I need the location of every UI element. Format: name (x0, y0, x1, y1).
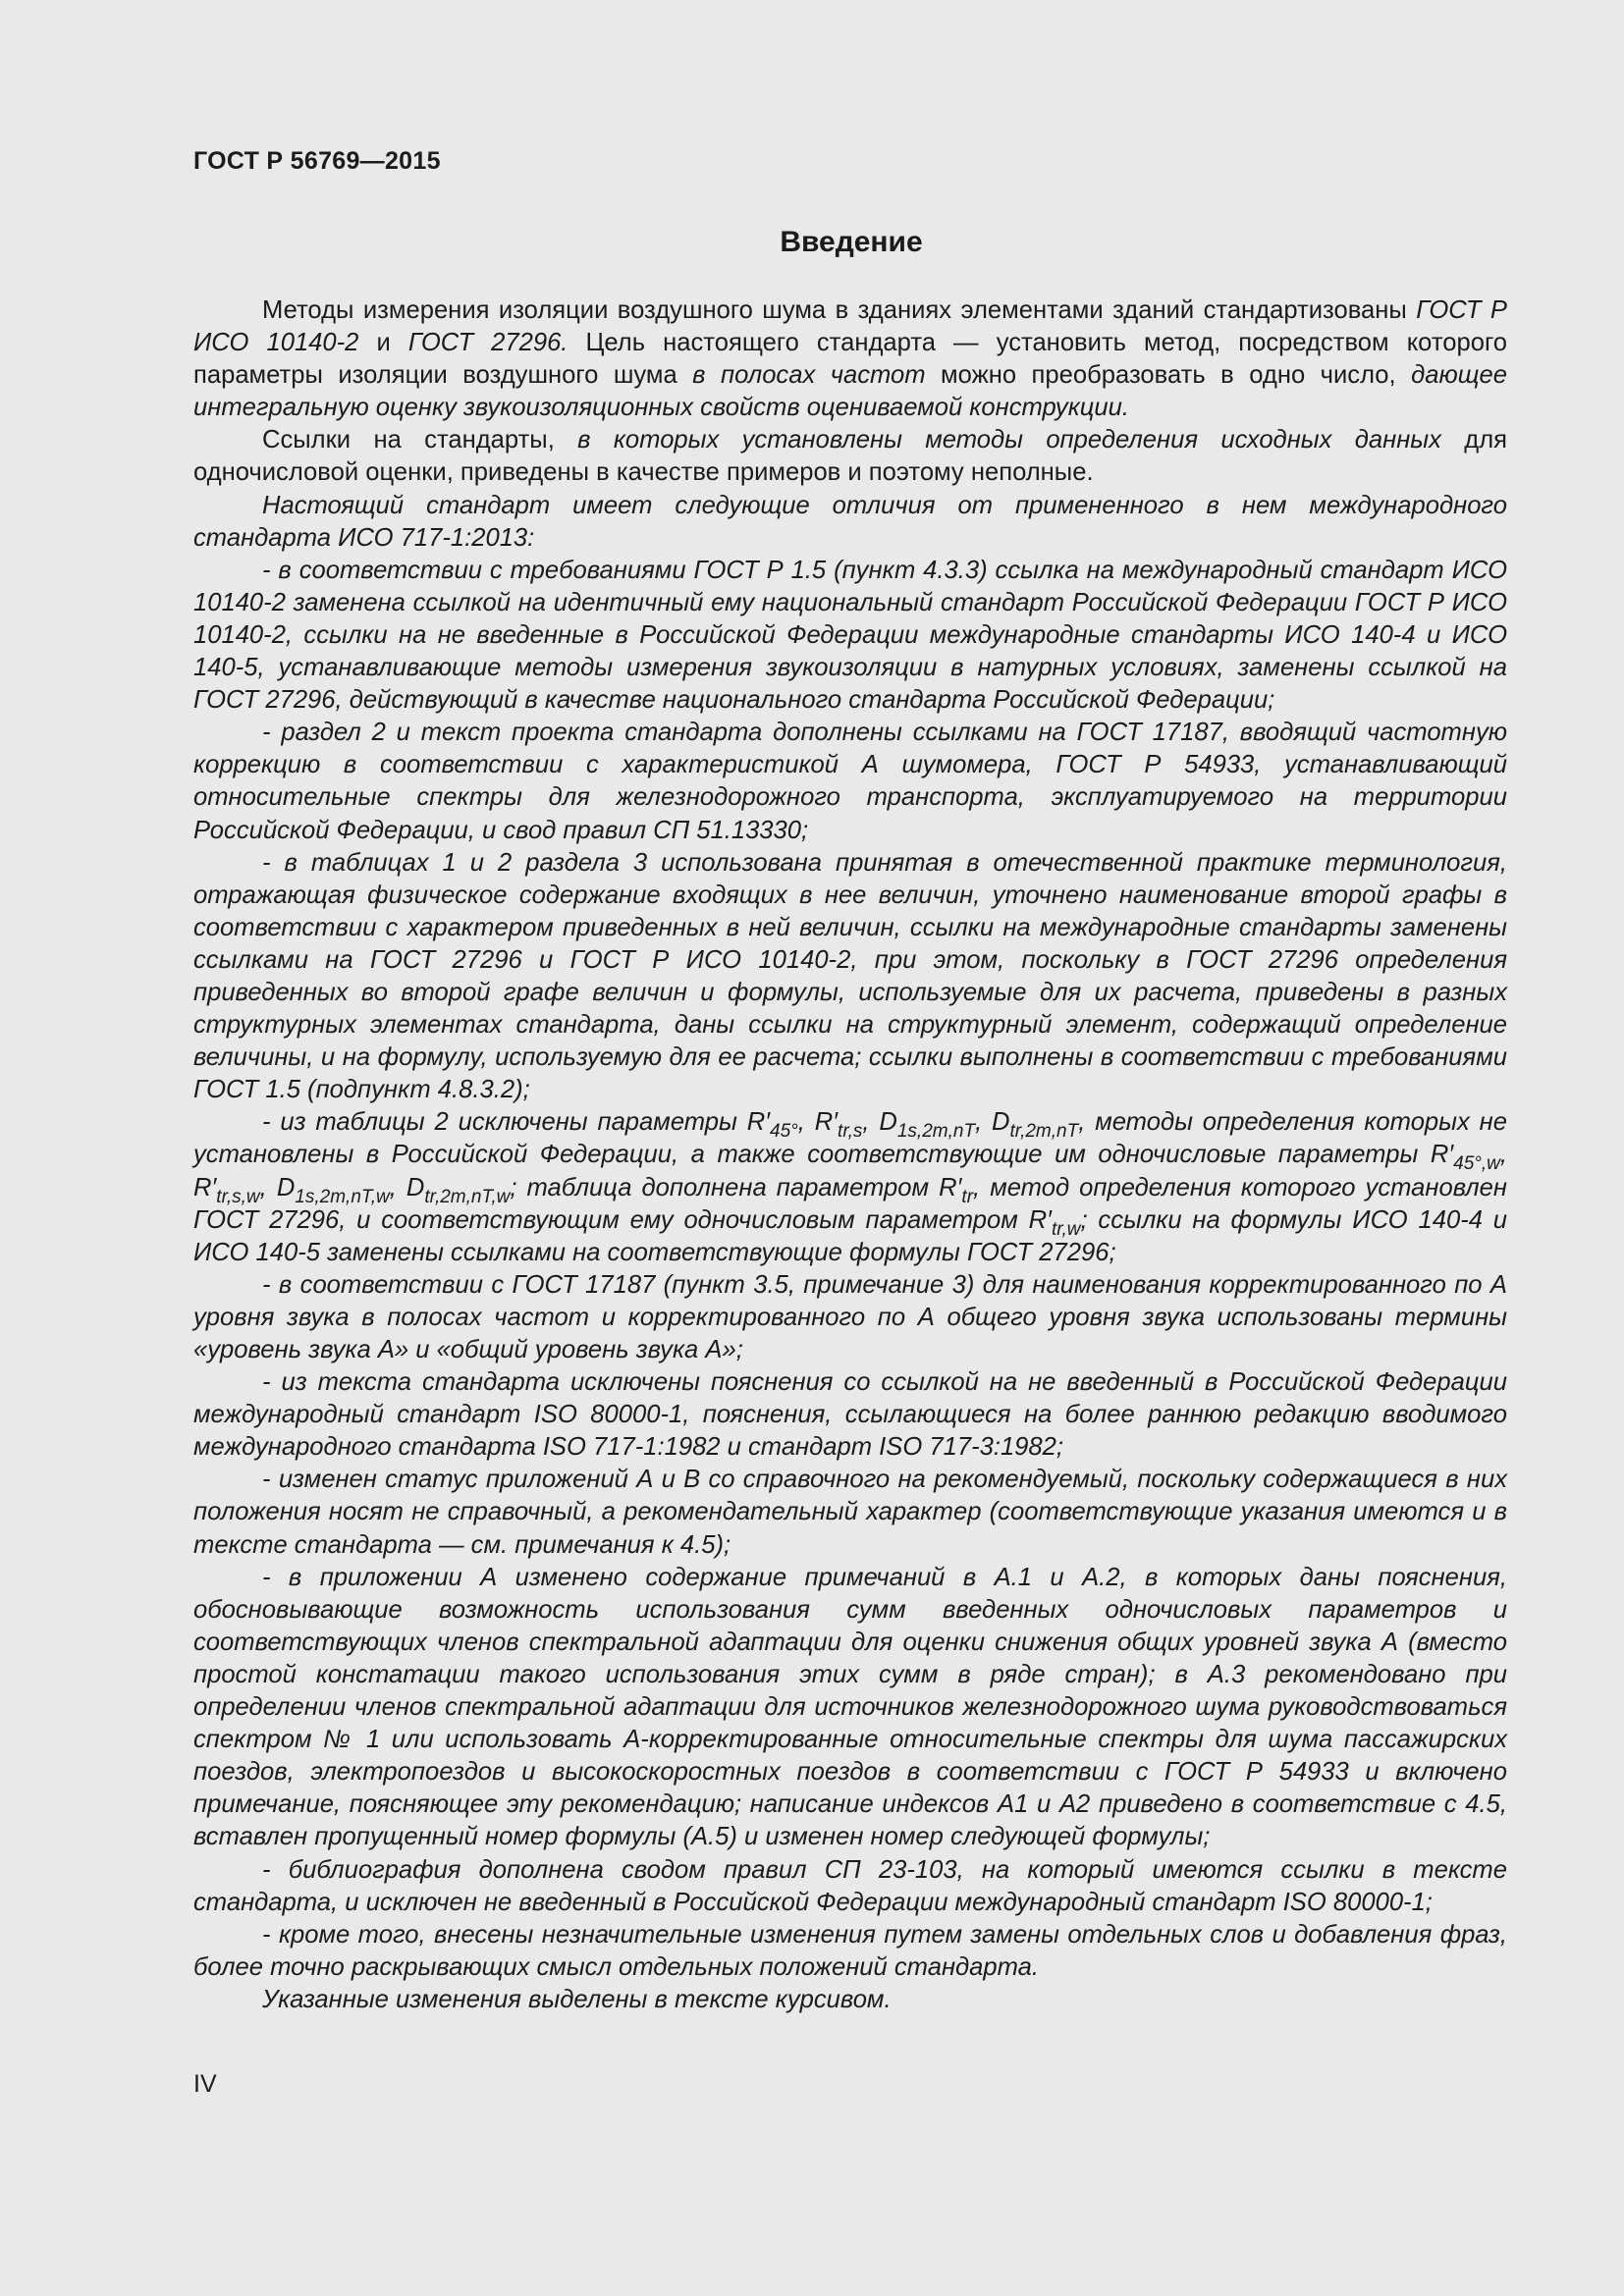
list-item-gost-r-1-5: - в соответствии с требованиями ГОСТ Р 1.5 (пункт 4.3.3) ссылка на международный стандарт ИСО 10140-2 заменена ссылкой на идентичный ему национальный стандарт Российской Федерации ГОСТ Р ИСО 10140-2, ссылки на не введенные в Российской Федерации международные стандарты ИСО 140-4 и ИСО 140-5, устанавливающие методы измерения звукоизоляции в натурных условиях, заменены ссылкой на ГОСТ 27296, действующий в качестве национального стандарта Российской Федерации; (193, 556, 1507, 715)
parameter-d1s: $D_{1s,2m,nT}$ (879, 1108, 976, 1143)
list-item-bibliography: - библиография дополнена сводом правил СП 23-103, на который имеются ссылки в тексте стандарта, и исключен не введенный в Российской Федерации международный стандарт ISO 80000-1; (193, 1855, 1507, 1916)
parameter-dtr: $D_{tr,2m,nT}$ (992, 1108, 1079, 1143)
introduction-body (193, 294, 1507, 2016)
section-title: Введение (780, 226, 923, 258)
running-header: ГОСТ Р 56769—2015 (193, 147, 441, 175)
parameter-rtr: $R'_{tr}$ (939, 1173, 974, 1207)
list-item-minor-changes: - кроме того, внесены незначительные изменения путем замены отдельных слов и добавления фраз, более точно раскрывающих смысл отдельных положений стандарта. (193, 1920, 1507, 1981)
list-item-gost-17187: - в соответствии с ГОСТ 17187 (пункт 3.5, примечание 3) для наименования корректированного по А уровня звука в полосах частот и корректированного по А общего уровня звука использованы термины «уровень звука А» и «общий уровень звука А»; (193, 1270, 1507, 1363)
list-item-tables-1-2: - в таблицах 1 и 2 раздела 3 использована принятая в отечественной практике терминология, отражающая физическое содержание входящих в нее величин, уточнено наименование второй графы в соответствии с характером приведенных в ней величин, ссылки на международные стандарты заменены ссылками на ГОСТ 27296 и ГОСТ Р ИСО 10140-2, при этом, поскольку в ГОСТ 27296 определения приведенных во второй графе величин и формулы, используемые для их расчета, приведены в разных структурных элементах стандарта, даны ссылки на структурный элемент, содержащий определение величины, и на формулу, используемую для ее расчета; ссылки выполнены в соответствии с требованиями ГОСТ 1.5 (подпункт 4.8.3.2); (193, 848, 1507, 1104)
page-number: IV (193, 2070, 217, 2098)
parameter-r45w: $R'_{45^\circ,w}$ (1430, 1141, 1500, 1175)
parameter-rtrs: $R'_{tr,s}$ (814, 1108, 863, 1143)
paragraph-differences-intro: Настоящий стандарт имеет следующие отличия от примененного в нем международного стандарта ИСО 717-1:2013: (193, 491, 1507, 552)
list-item-table-2-parameters: - из таблицы 2 исключены параметры $R'_{45^\circ}$, $R'_{tr,s}$, $D_{1s,2m,nT}$, $D_{tr,2m,nT}$, методы определения которых не установлены в Российской Федерации, а также соответствующие им одночисловые параметры $R'_{45^\circ,w}$, $R'_{tr,s,w}$, $D_{1s,2m,nT,w}$, $D_{tr,2m,nT,w}$; таблица дополнена параметром $R'_{tr}$, метод определения которого установлен ГОСТ 27296, и соответствующим ему одночисловым параметром $R'_{tr,w}$; ссылки на формулы ИСО 140-4 и ИСО 140-5 заменены ссылками на соответствующие формулы ГОСТ 27296; (193, 1108, 1508, 1266)
parameter-dtrw: $D_{tr,2m,nT,w}$ (406, 1173, 511, 1207)
paragraph-2: Ссылки на стандарты, в которых установлены методы определения исходных данных для одночисловой оценки, приведены в качестве примеров и поэтому неполные. (193, 426, 1508, 487)
list-item-annex-status: - изменен статус приложений А и В со справочного на рекомендуемый, поскольку содержащиеся в них положения носят не справочный, а рекомендательный характер (соответствующие указания имеются и в тексте стандарта — см. примечания к 4.5); (193, 1466, 1507, 1559)
list-item-section-2: - раздел 2 и текст проекта стандарта дополнены ссылками на ГОСТ 17187, вводящий частотную коррекцию в соответствии с характеристикой А шумомера, ГОСТ Р 54933, устанавливающий относительные спектры для железнодорожного транспорта, эксплуатируемого на территории Российской Федерации, и свод правил СП 51.13330; (193, 719, 1507, 844)
list-item-iso-80000: - из текста стандарта исключены пояснения со ссылкой на не введенный в Российской Федерации международный стандарт ISO 80000-1, пояснения, ссылающиеся на более раннюю редакцию вводимого международного стандарта ISO 717-1:1982 и стандарт ISO 717-3:1982; (193, 1368, 1507, 1462)
parameter-rtrsw: $R'_{tr,s,w}$ (193, 1173, 260, 1207)
paragraph-1: Методы измерения изоляции воздушного шума в зданиях элементами зданий стандартизованы ГОСТ Р ИСО 10140-2 и ГОСТ 27296. Цель настоящего стандарта — установить метод, посредством которого параметры изоляции воздушного шума в полосах частот можно преобразовать в одно число, дающее интегральную оценку звукоизоляционных свойств оцениваемой конструкции. (193, 296, 1508, 422)
parameter-rtrw: $R'_{tr,w}$ (1028, 1205, 1081, 1240)
closing-note: Указанные изменения выделены в тексте курсивом. (262, 1985, 892, 2013)
parameter-r45: $R'_{45^\circ}$ (746, 1108, 798, 1143)
list-item-annex-a: - в приложении А изменено содержание примечаний в А.1 и А.2, в которых даны пояснения, обосновывающие возможность использования сумм введенных одночисловых параметров и соответствующих членов спектральной адаптации для оценки снижения общих уровней звука А (вместо простой констатации такого использования этих сумм в ряде стран); в А.3 рекомендовано при определении членов спектральной адаптации для источников железнодорожного шума руководствоваться спектром № 1 или использовать А-корректированные относительные спектры для шума пассажирских поездов, электропоездов и высокоскоростных поездов в соответствии с ГОСТ Р 54933 и включено примечание, поясняющее эту рекомендацию; написание индексов А1 и А2 приведено в соответствие с 4.5, вставлен пропущенный номер формулы (А.5) и изменен номер следующей формулы; (193, 1563, 1507, 1851)
parameter-d1sw: $D_{1s,2m,nT,w}$ (276, 1173, 390, 1207)
